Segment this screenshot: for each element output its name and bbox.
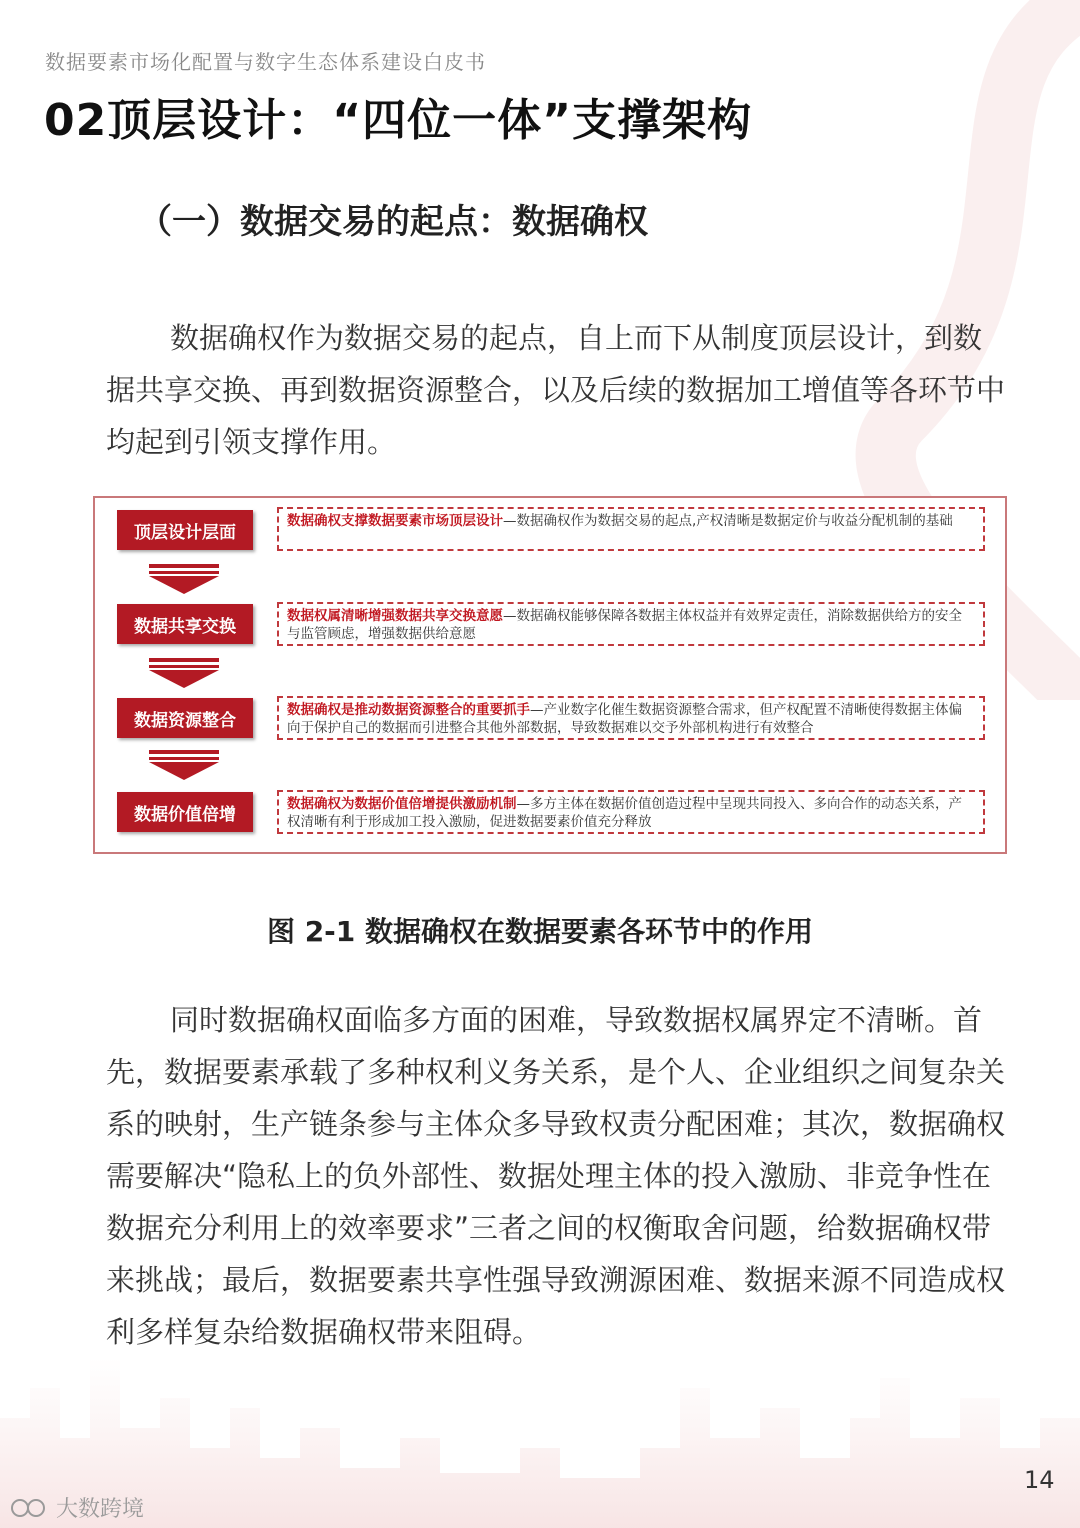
document-header-title: 数据要素市场化配置与数字生态体系建设白皮书: [45, 50, 486, 74]
stage-box-data-sharing: 数据共享交换: [117, 604, 253, 644]
down-arrow-icon: [149, 750, 219, 780]
stage-text-3: —产业数字化催生数据资源整合需求，但产权配置不清晰使得数据主体偏向于保护自己的数据而引进整合其他外部数据，导致数据难以交予外部机构进行有效整合: [287, 702, 962, 736]
watermark-logo-icon: [10, 1496, 50, 1520]
stage-description-4: [277, 790, 985, 834]
page-title: 02顶层设计：“四位一体”支撑架构: [44, 95, 753, 146]
stage-box-resource-integration: 数据资源整合: [117, 698, 253, 738]
stage-highlight-2: 数据权属清晰增强数据共享交换意愿: [287, 608, 503, 624]
stage-highlight-4: 数据确权为数据价值倍增提供激励机制: [287, 796, 517, 812]
figure-caption: 图 2-1 数据确权在数据要素各环节中的作用: [266, 915, 814, 948]
stage-box-value-multiplication: 数据价值倍增: [117, 792, 253, 832]
stage-description-2: [277, 602, 985, 646]
down-arrow-icon: [149, 564, 219, 594]
watermark-text: 大数跨境: [56, 1497, 145, 1522]
stage-text-2: —数据确权能够保障各数据主体权益并有效界定责任，消除数据供给方的安全与监管顾虑，增强数据供给意愿: [287, 608, 962, 642]
stage-text-1: —数据确权作为数据交易的起点,产权清晰是数据定价与收益分配机制的基础: [503, 513, 953, 529]
body-paragraph-2: 同时数据确权面临多方面的困难，导致数据权属界定不清晰。首先，数据要素承载了多种权利义务关系，是个人、企业组织之间复杂关系的映射，生产链条参与主体众多导致权责分配困难；其次，数据确权需要解决“隐私上的负外部性、数据处理主体的投入激励、非竞争性在数据充分利用上的效率要求”三者之间的权衡取舍问题，给数据确权带来挑战；最后，数据要素共享性强导致溯源困难、数据来源不同造成权利多样复杂给数据确权带来阻碍。: [106, 1003, 1006, 1349]
stage-box-top-level-design: 顶层设计层面: [117, 510, 253, 550]
watermark: [10, 1492, 144, 1523]
body-paragraph-1: 数据确权作为数据交易的起点，自上而下从制度顶层设计，到数据共享交换、再到数据资源整合，以及后续的数据加工增值等各环节中均起到引领支撑作用。: [106, 321, 1006, 459]
stage-description-3: [277, 696, 985, 740]
stage-description-1: [277, 507, 985, 551]
stage-highlight-3: 数据确权是推动数据资源整合的重要抓手: [287, 702, 530, 718]
page-number: 14: [1024, 1466, 1055, 1494]
down-arrow-icon: [149, 658, 219, 688]
figure-data-rights-flow: [93, 496, 1007, 854]
stage-highlight-1: 数据确权支撑数据要素市场顶层设计: [287, 513, 503, 529]
section-title: （一）数据交易的起点：数据确权: [138, 202, 648, 242]
stage-text-4: —多方主体在数据价值创造过程中呈现共同投入、多向合作的动态关系，产权清晰有利于形成加工投入激励，促进数据要素价值充分释放: [287, 796, 962, 830]
